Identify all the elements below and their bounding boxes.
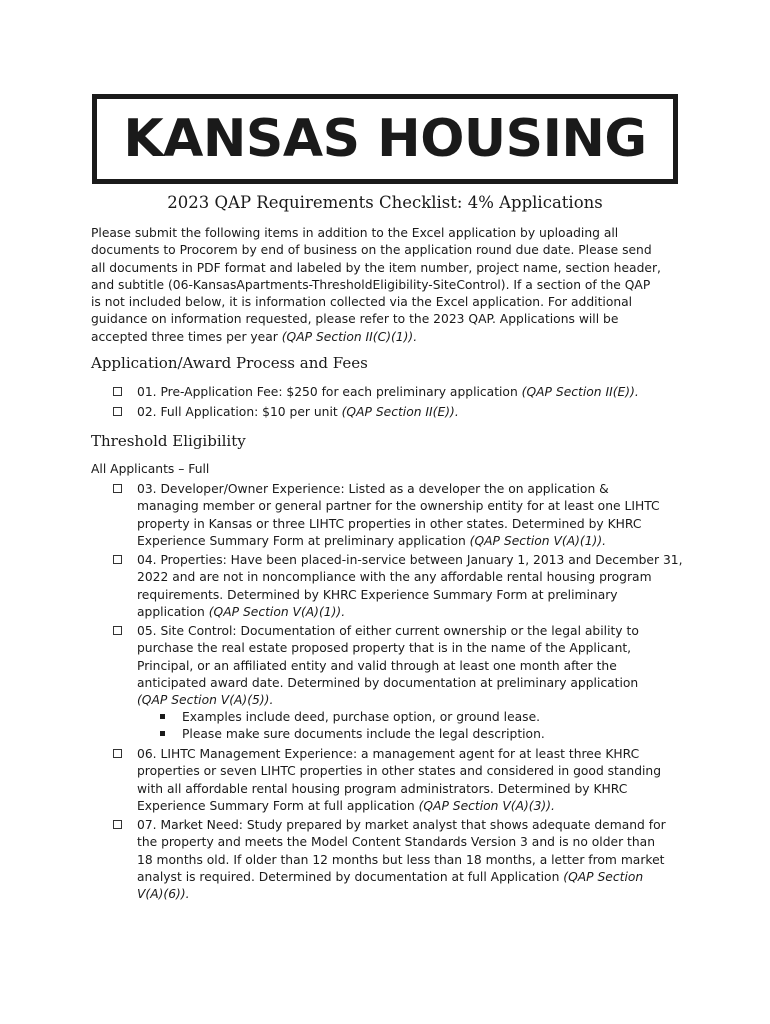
checkbox-icon[interactable]: [113, 626, 122, 635]
intro-paragraph: [91, 225, 683, 346]
item-line: 05. Site Control: Documentation of either current ownership or the legal ability to: [137, 624, 639, 638]
item-line: property in Kansas or three LIHTC properties in other states. Determined by KHRC: [137, 516, 642, 531]
checkbox-icon[interactable]: [113, 749, 122, 758]
item-line: purchase the real estate proposed property that is in the name of the Applicant,: [137, 641, 632, 656]
checkbox-icon[interactable]: [113, 387, 122, 396]
intro-line: Please submit the following items in addition to the Excel application by uploading all: [91, 226, 619, 240]
qap-reference: (QAP Section II(E)).: [521, 385, 639, 399]
item-text: 02. Full Application: $10 per unit: [137, 405, 342, 419]
item-line: with all affordable rental housing program administrators. Determined by KHRC: [137, 781, 628, 796]
intro-line: and subtitle (06-KansasApartments-ThresholdEligibility-SiteControl). If a section of the QAP: [91, 277, 651, 292]
section-heading-threshold: Threshold Eligibility: [91, 432, 246, 450]
intro-line-last: [91, 329, 683, 346]
qap-reference: (QAP Section II(C)(1)).: [281, 329, 418, 344]
item-line: Experience Summary Form at full application: [137, 798, 419, 813]
item-text: 01. Pre-Application Fee: $250 for each preliminary application: [137, 385, 522, 399]
sub-bullet-text: Please make sure documents include the legal description.: [182, 727, 545, 741]
qap-reference: (QAP Section V(A)(1)).: [469, 533, 607, 548]
item-line: Principal, or an affiliated entity and valid through at least one month after the: [137, 658, 617, 673]
qap-reference: (QAP Section: [563, 869, 644, 884]
item-line: the property and meets the Model Content Standards Version 3 and is no older than: [137, 835, 655, 850]
item-line: anticipated award date. Determined by documentation at preliminary application: [137, 675, 639, 690]
intro-line: is not included below, it is information collected via the Excel application. For additional: [91, 295, 633, 310]
item-line: application: [137, 604, 209, 619]
item-line: 07. Market Need: Study prepared by market analyst that shows adequate demand for: [137, 818, 666, 832]
item-line: managing member or general partner for the ownership entity for at least one LIHTC: [137, 499, 660, 514]
group-label: All Applicants – Full: [91, 462, 210, 476]
intro-last-text: accepted three times per year: [91, 329, 282, 344]
qap-reference: (QAP Section V(A)(3)).: [418, 798, 555, 813]
item-line: 2022 and are not in noncompliance with the any affordable rental housing program: [137, 570, 652, 585]
checkbox-icon[interactable]: [113, 407, 122, 416]
qap-reference: V(A)(6)).: [137, 887, 190, 902]
item-line: Experience Summary Form at preliminary application: [137, 533, 470, 548]
checkbox-icon[interactable]: [113, 484, 122, 493]
item-line: properties or seven LIHTC properties in other states and considered in good standing: [137, 764, 662, 779]
checkbox-icon[interactable]: [113, 555, 122, 564]
item-line: 04. Properties: Have been placed-in-service between January 1, 2013 and December 31,: [137, 553, 683, 567]
qap-reference: (QAP Section II(E)).: [341, 405, 459, 419]
intro-line: all documents in PDF format and labeled by the item number, project name, section header,: [91, 260, 661, 275]
qap-reference: (QAP Section V(A)(1)).: [208, 604, 346, 619]
item-line: analyst is required. Determined by documentation at full Application: [137, 869, 564, 884]
qap-reference: (QAP Section V(A)(5)).: [137, 693, 274, 708]
sub-bullet-text: Examples include deed, purchase option, or ground lease.: [182, 710, 541, 724]
document-title: 2023 QAP Requirements Checklist: 4% Applications: [167, 193, 603, 212]
intro-line: guidance on information requested, please refer to the 2023 QAP. Applications will be: [91, 312, 619, 327]
kansas-housing-logo: [92, 94, 678, 184]
intro-line: documents to Procorem by end of business on the application round due date. Please send: [91, 243, 652, 258]
bullet-icon: [160, 714, 165, 719]
item-line: 03. Developer/Owner Experience: Listed as a developer the on application &: [137, 482, 609, 496]
logo-text: KANSAS HOUSING: [123, 109, 647, 169]
item-line: 06. LIHTC Management Experience: a management agent for at least three KHRC: [137, 747, 640, 761]
section-heading-fees: Application/Award Process and Fees: [91, 354, 368, 372]
checkbox-icon[interactable]: [113, 820, 122, 829]
item-line: 18 months old. If older than 12 months but less than 18 months, a letter from market: [137, 852, 665, 867]
item-line: requirements. Determined by KHRC Experience Summary Form at preliminary: [137, 587, 618, 602]
bullet-icon: [160, 731, 165, 736]
